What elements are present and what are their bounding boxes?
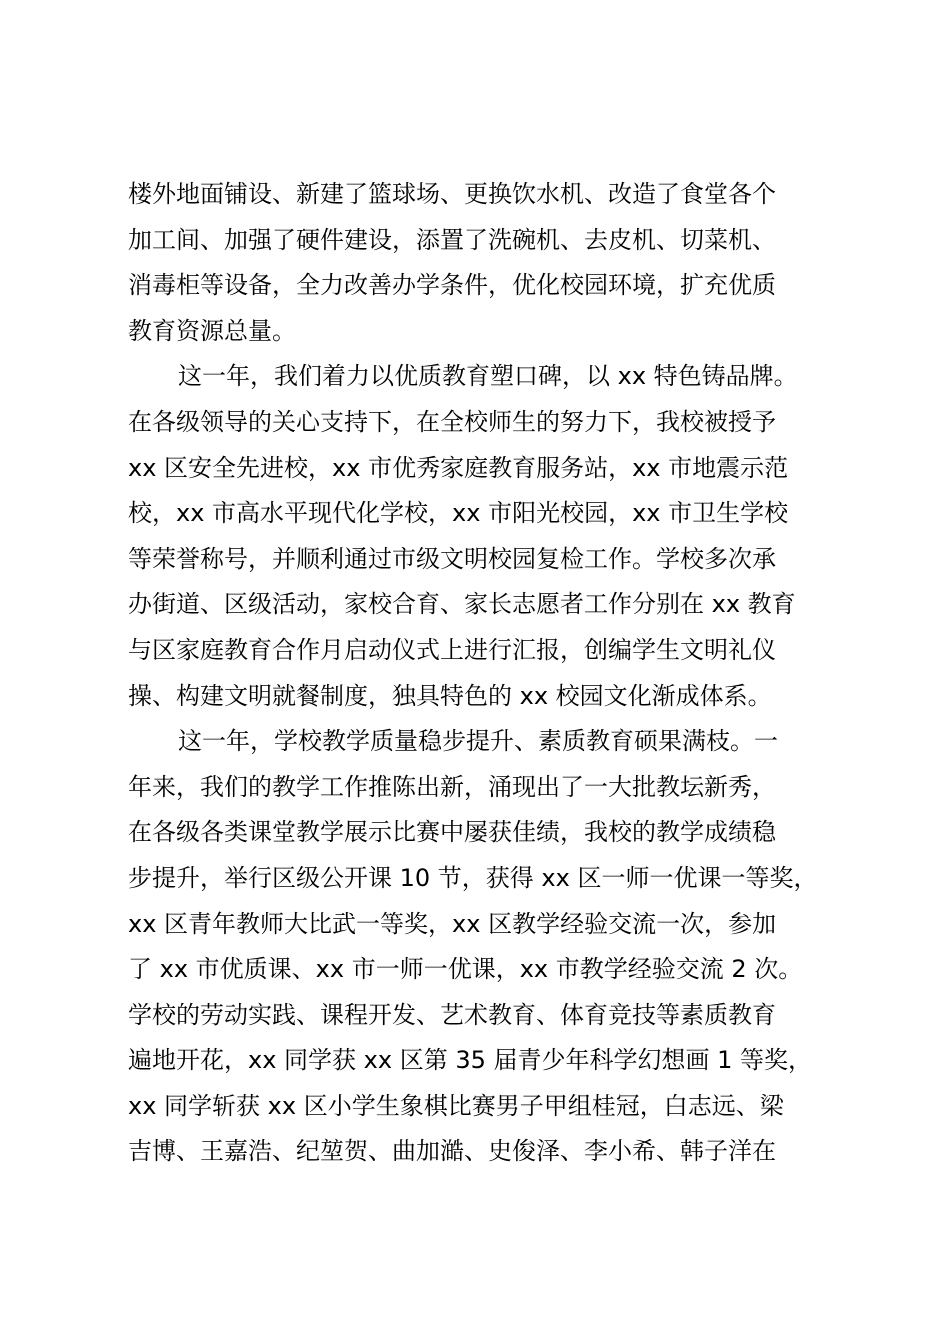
text-line: 在各级各类课堂教学展示比赛中屡获佳绩，我校的教学成绩稳	[128, 818, 776, 847]
paragraph-first-line: 这一年，我们着力以优质教育塑口碑，以 xx 特色铸品牌。	[178, 362, 798, 391]
text-line: 了 xx 市优质课、xx 市一师一优课，xx 市教学经验交流 2 次。	[128, 955, 803, 984]
text-line: 步提升，举行区级公开课 10 节，获得 xx 区一师一优课一等奖，	[128, 863, 818, 892]
text-line: 加工间、加强了硬件建设，添置了洗碗机、去皮机、切菜机、	[128, 225, 776, 254]
text-line: 楼外地面铺设、新建了篮球场、更换饮水机、改造了食堂各个	[128, 180, 776, 208]
text-line: 学校的劳动实践、课程开发、艺术教育、体育竞技等素质教育	[128, 1000, 776, 1029]
text-line: 与区家庭教育合作月启动仪式上进行汇报，创编学生文明礼仪	[128, 635, 776, 664]
text-line: 在各级领导的关心支持下，在全校师生的努力下，我校被授予	[128, 407, 776, 436]
text-line: xx 同学斩获 xx 区小学生象棋比赛男子甲组桂冠，白志远、梁	[128, 1091, 784, 1120]
text-line: 消毒柜等设备，全力改善办学条件，优化校园环境，扩充优质	[128, 271, 776, 300]
text-line: 操、构建文明就餐制度，独具特色的 xx 校园文化渐成体系。	[128, 681, 772, 710]
text-line: 年来，我们的教学工作推陈出新，涌现出了一大批教坛新秀，	[128, 772, 776, 801]
paragraph-first-line: 这一年，学校教学质量稳步提升、素质教育硕果满枝。一	[178, 727, 778, 756]
text-line: 教育资源总量。	[128, 316, 296, 345]
text-line: 吉博、王嘉浩、纪堃贺、曲加澔、史俊泽、李小希、韩子洋在	[128, 1137, 776, 1166]
text-line: xx 区青年教师大比武一等奖，xx 区教学经验交流一次，参加	[128, 909, 777, 938]
text-line: 等荣誉称号，并顺利通过市级文明校园复检工作。学校多次承	[128, 544, 776, 573]
document-body	[128, 172, 868, 1175]
text-line: 遍地开花，xx 同学获 xx 区第 35 届青少年科学幻想画 1 等奖，	[128, 1046, 813, 1075]
text-line: xx 区安全先进校，xx 市优秀家庭教育服务站，xx 市地震示范	[128, 453, 789, 482]
text-line: 校，xx 市高水平现代化学校，xx 市阳光校园，xx 市卫生学校	[128, 499, 789, 528]
text-line: 办街道、区级活动，家校合育、家长志愿者工作分别在 xx 教育	[128, 590, 796, 619]
